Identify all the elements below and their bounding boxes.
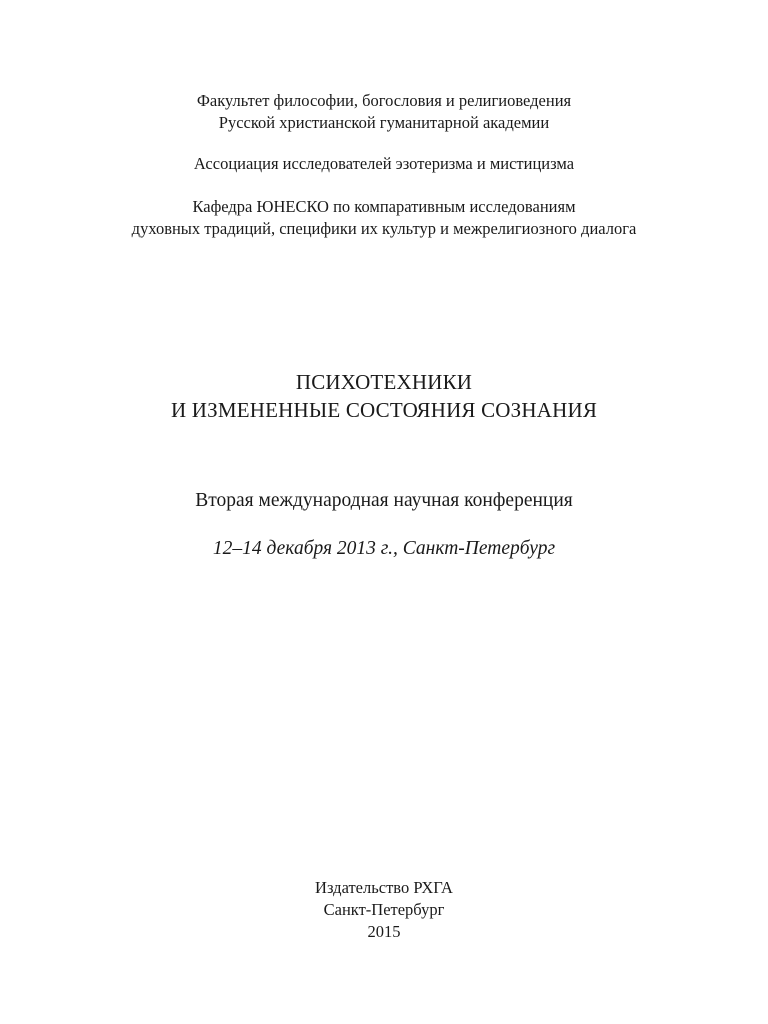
book-title-line-1: ПСИХОТЕХНИКИ — [295, 370, 473, 394]
conference-subtitle: Вторая международная научная конференция — [195, 490, 573, 511]
association-line: Ассоциация исследователей эзотеризма и мистицизма — [193, 154, 575, 173]
faculty-line-2: Русской христианской гуманитарной академии — [218, 113, 550, 132]
conference-dates-place: 12–14 декабря 2013 г., Санкт-Петербург — [212, 538, 556, 559]
unesco-chair-line-1: Кафедра ЮНЕСКО по компаративным исследованиям — [192, 197, 576, 216]
faculty-line-1: Факультет философии, богословия и религиоведения — [196, 91, 572, 110]
publisher-city: Санкт-Петербург — [323, 900, 445, 919]
book-title-line-2: И ИЗМЕНЕННЫЕ СОСТОЯНИЯ СОЗНАНИЯ — [170, 398, 598, 422]
publication-year: 2015 — [367, 922, 401, 941]
unesco-chair-line-2: духовных традиций, специфики их культур и межрелигиозного диалога — [131, 219, 637, 238]
publisher-name: Издательство РХГА — [315, 878, 453, 897]
